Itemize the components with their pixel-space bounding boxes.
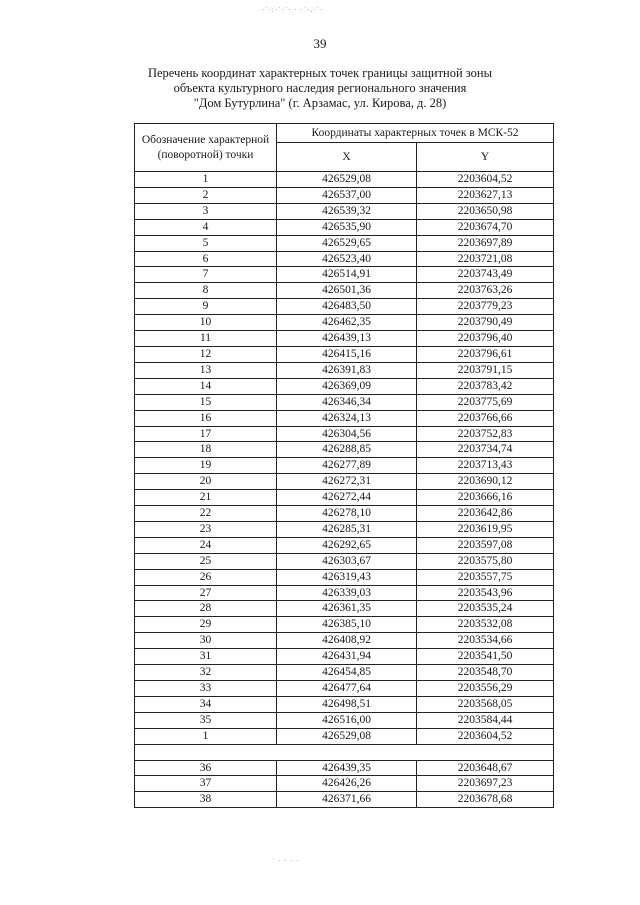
point-cell: 23 [135, 521, 277, 537]
y-cell: 2203543,96 [417, 585, 554, 601]
point-cell: 1 [135, 728, 277, 744]
table-row [135, 362, 554, 378]
table-row [135, 585, 554, 601]
y-cell: 2203642,86 [417, 506, 554, 522]
x-cell: 426272,31 [277, 474, 417, 490]
point-cell: 15 [135, 394, 277, 410]
table-row [135, 299, 554, 315]
x-cell: 426539,32 [277, 203, 417, 219]
point-cell: 6 [135, 251, 277, 267]
y-cell: 2203790,49 [417, 315, 554, 331]
table-body-part1 [135, 172, 554, 745]
table-row [135, 474, 554, 490]
x-cell: 426439,35 [277, 760, 417, 776]
y-cell: 2203791,15 [417, 362, 554, 378]
x-cell: 426483,50 [277, 299, 417, 315]
point-cell: 20 [135, 474, 277, 490]
point-cell: 7 [135, 267, 277, 283]
y-cell: 2203584,44 [417, 712, 554, 728]
point-cell: 32 [135, 665, 277, 681]
point-cell: 8 [135, 283, 277, 299]
table-row [135, 728, 554, 744]
y-cell: 2203648,67 [417, 760, 554, 776]
title-line-1: Перечень координат характерных точек границы защитной зоны [147, 66, 493, 80]
y-cell: 2203796,61 [417, 346, 554, 362]
x-cell: 426278,10 [277, 506, 417, 522]
x-cell: 426529,08 [277, 728, 417, 744]
y-cell: 2203568,05 [417, 696, 554, 712]
y-cell: 2203548,70 [417, 665, 554, 681]
point-cell: 26 [135, 569, 277, 585]
table-row [135, 235, 554, 251]
table-row [135, 760, 554, 776]
table-row [135, 442, 554, 458]
x-cell: 426319,43 [277, 569, 417, 585]
point-cell: 36 [135, 760, 277, 776]
table-row [135, 506, 554, 522]
x-cell: 426346,34 [277, 394, 417, 410]
point-cell: 14 [135, 378, 277, 394]
y-cell: 2203783,42 [417, 378, 554, 394]
table-row [135, 394, 554, 410]
x-cell: 426535,90 [277, 219, 417, 235]
point-cell: 4 [135, 219, 277, 235]
title-line-3: "Дом Бутурлина" (г. Арзамас, ул. Кирова, д. 28) [193, 96, 447, 110]
table-row [135, 283, 554, 299]
y-cell: 2203678,68 [417, 792, 554, 808]
table-row [135, 378, 554, 394]
point-cell: 37 [135, 776, 277, 792]
scan-artifact-bottom: ˙ · · · · [272, 857, 300, 865]
y-cell: 2203556,29 [417, 681, 554, 697]
y-cell: 2203721,08 [417, 251, 554, 267]
point-cell: 16 [135, 410, 277, 426]
x-cell: 426498,51 [277, 696, 417, 712]
point-cell: 30 [135, 633, 277, 649]
point-cell: 35 [135, 712, 277, 728]
x-cell: 426477,64 [277, 681, 417, 697]
x-cell: 426288,85 [277, 442, 417, 458]
x-cell: 426454,85 [277, 665, 417, 681]
y-cell: 2203619,95 [417, 521, 554, 537]
x-cell: 426431,94 [277, 649, 417, 665]
table-row [135, 251, 554, 267]
y-cell: 2203650,98 [417, 203, 554, 219]
x-cell: 426426,26 [277, 776, 417, 792]
x-cell: 426523,40 [277, 251, 417, 267]
x-cell: 426501,36 [277, 283, 417, 299]
x-cell: 426529,08 [277, 172, 417, 188]
point-cell: 2 [135, 187, 277, 203]
y-cell: 2203604,52 [417, 728, 554, 744]
x-cell: 426439,13 [277, 331, 417, 347]
table-row [135, 681, 554, 697]
y-cell: 2203541,50 [417, 649, 554, 665]
table-row [135, 569, 554, 585]
point-cell: 5 [135, 235, 277, 251]
table-row [135, 633, 554, 649]
y-cell: 2203796,40 [417, 331, 554, 347]
table-row [135, 490, 554, 506]
point-cell: 29 [135, 617, 277, 633]
point-cell: 11 [135, 331, 277, 347]
page-number: 39 [313, 36, 327, 51]
x-cell: 426304,56 [277, 426, 417, 442]
empty-separator-row [135, 744, 554, 760]
table-row [135, 458, 554, 474]
x-cell: 426462,35 [277, 315, 417, 331]
table-body-part2 [135, 760, 554, 808]
point-cell: 25 [135, 553, 277, 569]
y-cell: 2203763,26 [417, 283, 554, 299]
x-cell: 426369,09 [277, 378, 417, 394]
x-cell: 426324,13 [277, 410, 417, 426]
table-row [135, 219, 554, 235]
table-row [135, 521, 554, 537]
y-cell: 2203604,52 [417, 172, 554, 188]
y-cell: 2203532,08 [417, 617, 554, 633]
x-cell: 426272,44 [277, 490, 417, 506]
table-row [135, 346, 554, 362]
table-row [135, 267, 554, 283]
x-cell: 426415,16 [277, 346, 417, 362]
point-cell: 22 [135, 506, 277, 522]
table-row [135, 331, 554, 347]
table-row [135, 649, 554, 665]
y-cell: 2203627,13 [417, 187, 554, 203]
table-row [135, 665, 554, 681]
y-cell: 2203734,74 [417, 442, 554, 458]
table-row [135, 187, 554, 203]
x-cell: 426385,10 [277, 617, 417, 633]
point-cell: 1 [135, 172, 277, 188]
point-cell: 27 [135, 585, 277, 601]
y-cell: 2203666,16 [417, 490, 554, 506]
y-cell: 2203713,43 [417, 458, 554, 474]
table-row [135, 553, 554, 569]
x-cell: 426537,00 [277, 187, 417, 203]
y-cell: 2203674,70 [417, 219, 554, 235]
x-cell: 426516,00 [277, 712, 417, 728]
table-gap [135, 744, 554, 760]
y-cell: 2203766,66 [417, 410, 554, 426]
point-cell: 9 [135, 299, 277, 315]
x-cell: 426285,31 [277, 521, 417, 537]
header-y: Y [417, 143, 554, 172]
table-row [135, 315, 554, 331]
table-row [135, 203, 554, 219]
header-x: X [277, 143, 417, 172]
header-coordinates: Координаты характерных точек в МСК-52 [277, 124, 554, 143]
table-row [135, 792, 554, 808]
coordinates-table [134, 123, 554, 808]
x-cell: 426371,66 [277, 792, 417, 808]
point-cell: 17 [135, 426, 277, 442]
point-cell: 24 [135, 537, 277, 553]
document-title [120, 66, 520, 111]
point-cell: 33 [135, 681, 277, 697]
scan-artifact-top: ·˙·:·˙·˙· · ·˙·.·˙· [262, 6, 324, 14]
x-cell: 426303,67 [277, 553, 417, 569]
point-cell: 18 [135, 442, 277, 458]
y-cell: 2203557,75 [417, 569, 554, 585]
point-cell: 19 [135, 458, 277, 474]
y-cell: 2203775,69 [417, 394, 554, 410]
point-cell: 3 [135, 203, 277, 219]
point-cell: 12 [135, 346, 277, 362]
y-cell: 2203697,89 [417, 235, 554, 251]
y-cell: 2203534,66 [417, 633, 554, 649]
y-cell: 2203597,08 [417, 537, 554, 553]
point-cell: 34 [135, 696, 277, 712]
table-row [135, 696, 554, 712]
y-cell: 2203690,12 [417, 474, 554, 490]
point-cell: 13 [135, 362, 277, 378]
point-cell: 38 [135, 792, 277, 808]
y-cell: 2203743,49 [417, 267, 554, 283]
x-cell: 426529,65 [277, 235, 417, 251]
header-point-designation: Обозначение характерной (поворотной) точки [135, 124, 277, 172]
table-row [135, 776, 554, 792]
y-cell: 2203575,80 [417, 553, 554, 569]
y-cell: 2203779,23 [417, 299, 554, 315]
point-cell: 31 [135, 649, 277, 665]
point-cell: 28 [135, 601, 277, 617]
x-cell: 426277,89 [277, 458, 417, 474]
table-row [135, 172, 554, 188]
y-cell: 2203697,23 [417, 776, 554, 792]
table-row [135, 537, 554, 553]
x-cell: 426391,83 [277, 362, 417, 378]
x-cell: 426361,35 [277, 601, 417, 617]
table-row [135, 410, 554, 426]
table-row [135, 712, 554, 728]
table-row [135, 426, 554, 442]
point-cell: 10 [135, 315, 277, 331]
table-row [135, 617, 554, 633]
y-cell: 2203752,83 [417, 426, 554, 442]
table-row [135, 601, 554, 617]
point-cell: 21 [135, 490, 277, 506]
x-cell: 426292,65 [277, 537, 417, 553]
x-cell: 426514,91 [277, 267, 417, 283]
y-cell: 2203535,24 [417, 601, 554, 617]
x-cell: 426339,03 [277, 585, 417, 601]
title-line-2: объекта культурного наследия регионального значения [173, 81, 467, 95]
x-cell: 426408,92 [277, 633, 417, 649]
